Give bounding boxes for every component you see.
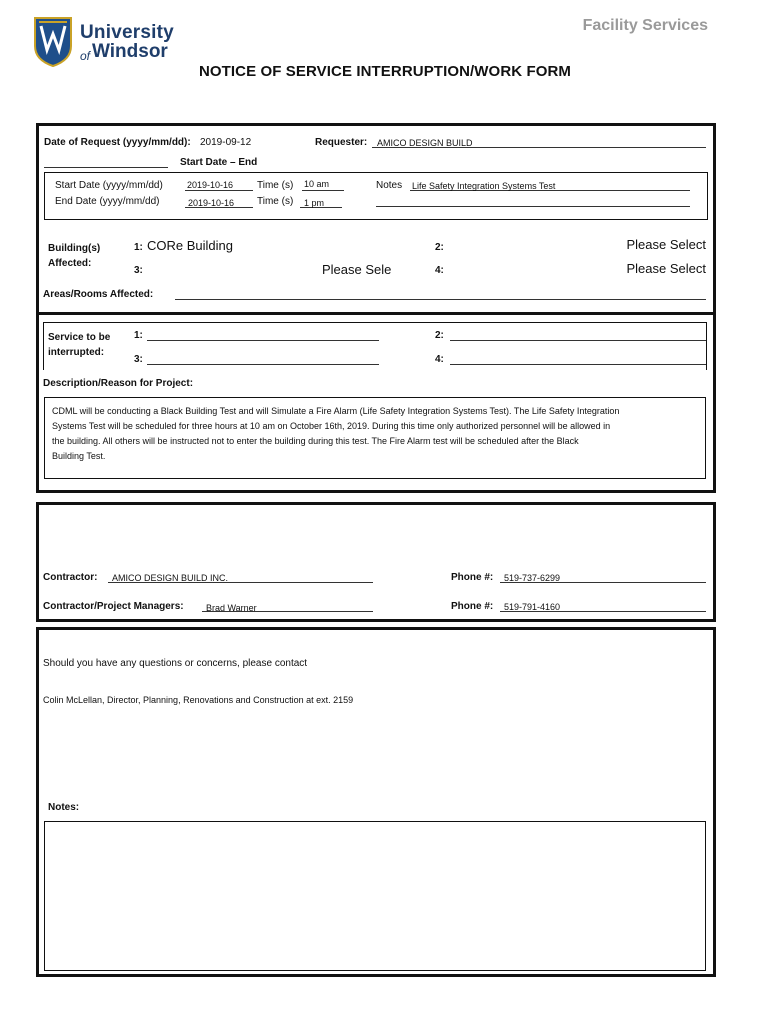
service-1-line[interactable] xyxy=(147,329,379,341)
buildings-label-2: Affected: xyxy=(48,258,92,269)
building-3-select[interactable]: Please Sele xyxy=(322,262,392,277)
service-label-1: Service to be xyxy=(48,332,111,343)
notes-textarea[interactable] xyxy=(44,821,706,971)
end-date-value[interactable]: 2019-10-16 xyxy=(188,198,235,208)
description-line: Building Test. xyxy=(52,451,106,461)
logo-windsor-text: Windsor xyxy=(92,41,168,62)
logo-of-text: of xyxy=(80,49,91,63)
date-of-request-value[interactable]: 2019-09-12 xyxy=(200,137,252,148)
start-time-label: Time (s) xyxy=(257,180,294,191)
building-1-number: 1: xyxy=(134,242,143,253)
building-2-number: 2: xyxy=(435,242,444,253)
areas-rooms-line[interactable] xyxy=(175,288,706,300)
building-1-select[interactable]: CORe Building xyxy=(147,238,233,253)
description-line: CDML will be conducting a Black Building Test and will Simulate a Fire Alarm (Life Safety Integration Systems Test). The Life Safety Integration xyxy=(52,406,620,416)
project-managers-value[interactable]: Brad Warner xyxy=(206,603,257,613)
notes-section-label: Notes: xyxy=(48,802,80,813)
building-4-number: 4: xyxy=(435,265,444,276)
start-date-end-label: Start Date – End xyxy=(180,157,258,168)
description-line: Systems Test will be scheduled for three hours at 10 am on October 16th, 2019. During this time only authorized personnel will be allowed in xyxy=(52,421,611,431)
building-3-number: 3: xyxy=(134,265,143,276)
description-text xyxy=(52,404,704,464)
notes-line-2 xyxy=(376,195,690,207)
start-date-label: Start Date (yyyy/mm/dd) xyxy=(55,180,163,191)
requester-value[interactable]: AMICO DESIGN BUILD xyxy=(377,138,473,148)
project-managers-label: Contractor/Project Managers: xyxy=(43,601,184,612)
service-4-line[interactable] xyxy=(450,353,706,365)
start-date-value[interactable]: 2019-10-16 xyxy=(187,180,234,190)
facility-services-label: Facility Services xyxy=(582,17,708,34)
building-2-select[interactable]: Please Select xyxy=(626,237,706,252)
service-label-2: interrupted: xyxy=(48,347,105,358)
areas-rooms-label: Areas/Rooms Affected: xyxy=(43,289,154,300)
buildings-label-1: Building(s) xyxy=(48,243,101,254)
end-time-value[interactable]: 1 pm xyxy=(304,198,325,208)
service-2-number: 2: xyxy=(435,330,444,341)
start-time-value[interactable]: 10 am xyxy=(304,179,330,189)
section-divider xyxy=(36,312,716,315)
pm-phone-value[interactable]: 519-791-4160 xyxy=(504,602,561,612)
end-date-label: End Date (yyyy/mm/dd) xyxy=(55,196,160,207)
form-title: NOTICE OF SERVICE INTERRUPTION/WORK FORM xyxy=(198,63,572,80)
notes-value[interactable]: Life Safety Integration Systems Test xyxy=(412,181,556,191)
pm-phone-label: Phone #: xyxy=(451,601,494,612)
notes-label: Notes xyxy=(376,180,403,191)
date-of-request-label: Date of Request (yyyy/mm/dd): xyxy=(44,137,191,148)
blank-line xyxy=(44,156,168,168)
contractor-phone-label: Phone #: xyxy=(451,572,494,583)
contractor-phone-value[interactable]: 519-737-6299 xyxy=(504,573,561,583)
contractor-label: Contractor: xyxy=(43,572,98,583)
requester-label: Requester: xyxy=(315,137,368,148)
logo-university-text: University xyxy=(80,22,174,43)
contact-person: Colin McLellan, Director, Planning, Renovations and Construction at ext. 2159 xyxy=(43,695,354,705)
end-time-label: Time (s) xyxy=(257,196,294,207)
service-1-number: 1: xyxy=(134,330,143,341)
description-label: Description/Reason for Project: xyxy=(43,378,194,389)
contractor-value[interactable]: AMICO DESIGN BUILD INC. xyxy=(112,573,229,583)
university-shield-icon xyxy=(33,16,73,68)
service-4-number: 4: xyxy=(435,354,444,365)
description-line: the building. All others will be instructed not to enter the building during this test. The Fire Alarm test will be scheduled after the Black xyxy=(52,436,579,446)
service-3-line[interactable] xyxy=(147,353,379,365)
contact-question: Should you have any questions or concerns, please contact xyxy=(43,658,308,669)
service-3-number: 3: xyxy=(134,354,143,365)
service-2-line[interactable] xyxy=(450,329,706,341)
building-4-select[interactable]: Please Select xyxy=(626,261,706,276)
